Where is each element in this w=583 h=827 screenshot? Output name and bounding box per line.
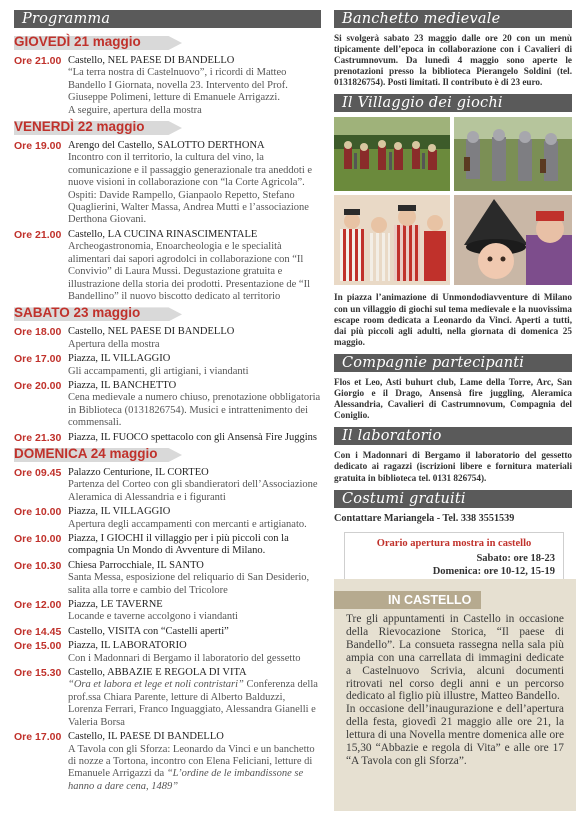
- event-place: Castello, LA CUCINA RINASCIMENTALE: [68, 228, 258, 240]
- costumi-text: Contattare Mariangela - Tel. 338 3551539: [334, 512, 515, 524]
- event-time: Ore 21.00: [14, 228, 62, 241]
- event-row: [14, 506, 321, 531]
- photo-knights: [334, 117, 450, 191]
- event-row: [14, 667, 321, 729]
- laboratorio-title: Il laboratorio: [334, 427, 572, 445]
- event-body: [68, 640, 321, 665]
- event-description: [68, 152, 321, 226]
- event-place: Piazza, IL LABORATORIO: [68, 640, 187, 652]
- photo-armored: [454, 117, 572, 191]
- orario-box: [344, 532, 564, 585]
- event-row: [14, 640, 321, 665]
- event-description: [68, 67, 321, 104]
- event-row: [14, 467, 321, 504]
- event-description-text: Incontro con il territorio, la cultura del vino, la comunicazione e il passaggio generazionale tra aneddoti e nuove visioni in collaborazione con “la Corte Agricola”. Ospiti: Davide Rampello, Gianpaolo Repetto, Stefano Quaglierini, Walter Massa, Andrea Mutti e l’associazione Derthona Giovani.: [68, 152, 313, 226]
- day-label: GIOVEDÌ 21 maggio: [14, 34, 141, 49]
- event-body: [68, 353, 321, 378]
- event-description-text: Con i Madonnari di Bergamo il laboratorio del gessetto: [68, 652, 301, 664]
- castello-text: Tre gli appuntamenti in Castello in occasione della Rievocazione Storica, “Il paese di Bandello”. La consueta rassegna nella sala più ampia con una carrellata di immagini dedicate a Castelnuovo Scrivia, alcuni documenti ritrovati nel corso degli anni e un percorso dedicato al figlio più illustre, Matteo Bandello.: [346, 613, 564, 703]
- event-description: [68, 572, 321, 597]
- event-body: [68, 599, 321, 624]
- day-header: [14, 306, 321, 322]
- event-description-text: “La terra nostra di Castelnuovo”, i ricordi di Matteo Bandello I Giornata, novella 23. Intervento del Prof. Giuseppe Polimeni, letture di Emanuele Arrigazzi.: [68, 67, 288, 104]
- event-time: Ore 10.00: [14, 533, 62, 545]
- event-place: Castello, IL PAESE DI BANDELLO: [68, 731, 224, 743]
- event-row: [14, 326, 321, 351]
- event-time: Ore 10.30: [14, 559, 62, 572]
- event-body: [68, 229, 321, 303]
- event-row: [14, 626, 321, 638]
- event-row: [14, 229, 321, 303]
- orario-domenica: Domenica: ore 10-12, 15-19: [432, 565, 555, 577]
- event-description: [68, 479, 321, 504]
- programma-title: Programma: [14, 10, 321, 28]
- event-description: [68, 679, 321, 729]
- event-body: [68, 432, 321, 444]
- event-description: [68, 366, 321, 378]
- day-header: [14, 447, 321, 463]
- event-place: Piazza, IL FUOCO spettacolo con gli Ansensà Fire Juggins: [68, 431, 317, 443]
- event-body: [68, 467, 321, 504]
- event-row: [14, 731, 321, 793]
- event-place: Piazza, IL BANCHETTO: [68, 379, 177, 391]
- day-label: VENERDÌ 22 maggio: [14, 119, 145, 135]
- day-label: DOMENICA 24 maggio: [14, 445, 158, 461]
- event-place: Chiesa Parrocchiale, IL SANTO: [68, 559, 204, 571]
- event-time: Ore 21.30: [14, 431, 62, 444]
- event-place: Castello, VISITA con “Castelli aperti”: [68, 625, 229, 637]
- programma-days: [14, 35, 321, 793]
- event-body: [68, 506, 321, 531]
- event-description-text: Partenza del Corteo con gli sbandieratori dell’Associazione Aleramica di Alessandria e i figuranti: [68, 479, 318, 503]
- castello-text-2: In occasione dell’inaugurazione e dell’apertura della festa, giovedì 21 maggio alle ore 21, la lettura di una Novella mentre domenica alle ore 15,30 “Abbazie e regola di Vita” e alle ore 17 “A Tavola con gli Sforza”.: [346, 703, 564, 767]
- event-time: Ore 17.00: [14, 353, 62, 366]
- event-place: Castello, NEL PAESE DI BANDELLO: [68, 55, 235, 66]
- event-body: [68, 533, 321, 558]
- villaggio-text: In piazza l’animazione di Unmondodiavventure di Milano con un villaggio di giochi sul tema medievale e la nuovissima escape room dedicata a Leonardo da Vinci. Aperti a tutti, dai più piccoli agli adulti, nella giornata di domenica 25 maggio.: [334, 292, 572, 347]
- event-time: Ore 18.00: [14, 326, 62, 339]
- event-description-text: Conferenza della prof.ssa Chiara Parente, letture di Alberto Balduzzi, Lorenza Ferrari, Franco Inguaggiato, Alessandra Gianelli e Valeria Borsa: [68, 679, 318, 728]
- event-time: Ore 17.00: [14, 731, 62, 744]
- photo-children: [334, 195, 450, 285]
- event-row: [14, 599, 321, 624]
- event-extra: A seguire, apertura della mostra: [68, 104, 202, 116]
- event-body: [68, 140, 321, 227]
- event-description: [68, 241, 321, 303]
- event-body: [68, 667, 321, 729]
- event-description: [68, 519, 321, 531]
- event-body: [68, 731, 321, 793]
- event-time: Ore 15.30: [14, 667, 62, 680]
- day-label: SABATO 23 maggio: [14, 305, 141, 321]
- event-row: [14, 353, 321, 378]
- event-body: [68, 626, 321, 638]
- event-time: Ore 15.00: [14, 640, 62, 653]
- compagnie-title: Compagnie partecipanti: [334, 354, 572, 372]
- day-header: [14, 35, 321, 51]
- event-time: Ore 19.00: [14, 140, 62, 153]
- event-description: [68, 611, 321, 623]
- event-description-text: Cena medievale a numero chiuso, prenotazione obbligatoria in Biblioteca (0131826754). Musici e intrattenimento dei commensali.: [68, 392, 321, 429]
- event-description: [68, 744, 321, 794]
- event-time: Ore 10.00: [14, 506, 62, 519]
- event-body: [68, 560, 321, 597]
- info-column: [334, 10, 572, 585]
- laboratorio-text: Con i Madonnari di Bergamo il laboratorio del gessetto dedicato ai ragazzi (iscrizioni libere e fornitura materiali gratuita in biblioteca tel. 0131 826754).: [334, 450, 572, 483]
- event-place: Piazza, I GIOCHI il villaggio per i più piccoli con la compagnia Un Mondo di Avventure di Milano.: [68, 533, 289, 557]
- event-place: Piazza, IL VILLAGGIO: [68, 353, 171, 365]
- event-description: [68, 339, 321, 351]
- event-place: Castello, ABBAZIE E REGOLA DI VITA: [68, 667, 247, 679]
- event-description-text: Santa Messa, esposizione del reliquario di San Desiderio, salita alla torre e cambio del Tricolore: [68, 572, 310, 596]
- event-row: [14, 560, 321, 597]
- compagnie-text: Flos et Leo, Asti buhurt club, Lame della Torre, Arc, San Giorgio e il Drago, Ansensà fire juggling, Aleramica Alessandria, Cavalieri di Castrumnovum, Compagnia del Coniglio.: [334, 376, 572, 421]
- orario-title: Orario apertura mostra in castello: [376, 537, 532, 549]
- event-description-text: A Tavola con gli Sforza: Leonardo da Vinci e un banchetto di nozze a Tortona, incontro con Elena Feliciani, letture di Emanuele Arrigazzi da: [68, 743, 315, 780]
- event-description-text: Apertura degli accampamenti con mercanti e artigianato.: [68, 518, 307, 530]
- event-time: Ore 12.00: [14, 599, 62, 612]
- event-description-text: Gli accampamenti, gli artigiani, i viandanti: [68, 365, 249, 377]
- castello-box: [334, 579, 576, 811]
- event-place: Castello, NEL PAESE DI BANDELLO: [68, 326, 235, 338]
- event-time: Ore 09.45: [14, 466, 62, 479]
- costumi-title: Costumi gratuiti: [334, 490, 572, 508]
- event-row: [14, 140, 321, 227]
- event-place: Piazza, IL VILLAGGIO: [68, 506, 171, 518]
- event-time: Ore 14.45: [14, 625, 62, 638]
- villaggio-photos: [334, 117, 572, 287]
- event-time: Ore 20.00: [14, 379, 62, 392]
- event-quote: “Ora et labora et lege et noli contristari”: [68, 679, 244, 691]
- event-row: [14, 55, 321, 117]
- villaggio-title: Il Villaggio dei giochi: [334, 94, 572, 112]
- banchetto-text: Si svolgerà sabato 23 maggio dalle ore 20 con un menù tipicamente dell’epoca in collaborazione con i Cavalieri di Castrumnovum. Da lunedì 4 maggio sono aperte le prenotazioni presso la biblioteca Pierangelo Soldini (tel. 0131826754). Posti limitati. Il contributo è di 23 euro.: [334, 33, 572, 88]
- event-row: [14, 380, 321, 430]
- event-description-text: Locande e taverne accolgono i viandanti: [68, 611, 238, 623]
- day-header: [14, 120, 321, 136]
- event-body: [68, 326, 321, 351]
- event-description: [68, 653, 321, 665]
- event-time: Ore 21.00: [14, 55, 62, 67]
- event-row: [14, 432, 321, 444]
- event-description-text: Apertura della mostra: [68, 338, 160, 350]
- event-quote: “L’ordine de le imbandissone se hanno a dare cena, 1489”: [68, 768, 304, 792]
- photo-girl: [454, 195, 572, 285]
- event-description-text: Archeogastronomia, Enoarcheologia e le specialità alimentari dai sapori agrodolci in collaborazione con “Il Convivio” di Laura Mussi. Degustazione gratuita e illustrazione della storia dei prodotti. Presentazione de “Il Bandellino” il nuovo biscotto dedicato al territorio: [68, 241, 311, 302]
- event-body: [68, 55, 321, 117]
- event-row: [14, 533, 321, 558]
- orario-sabato: Sabato: ore 18-23: [476, 552, 555, 564]
- event-place: Arengo del Castello, SALOTTO DERTHONA: [68, 140, 265, 152]
- event-place: Palazzo Centurione, IL CORTEO: [68, 466, 209, 478]
- banchetto-title: Banchetto medievale: [334, 10, 572, 28]
- programma-column: [14, 10, 321, 795]
- event-place: Piazza, LE TAVERNE: [68, 599, 163, 611]
- castello-title: IN CASTELLO: [334, 591, 481, 609]
- event-description: [68, 392, 321, 429]
- event-body: [68, 380, 321, 430]
